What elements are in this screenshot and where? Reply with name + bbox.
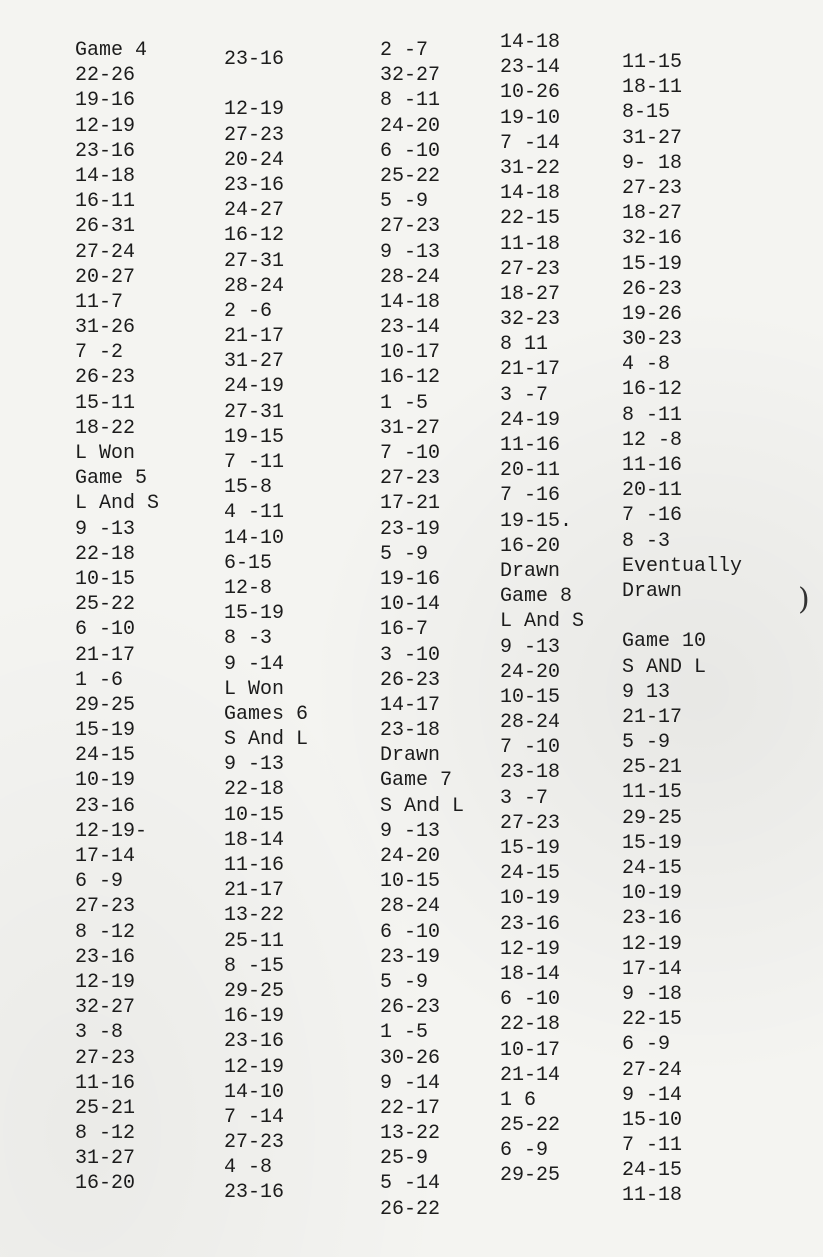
move-line: 23-18	[380, 719, 441, 743]
move-line: 22-26	[75, 64, 136, 88]
move-line: 11-18	[500, 232, 561, 256]
move-line: 6 -10	[380, 920, 441, 944]
move-line: 32-27	[75, 996, 136, 1020]
move-line: 16-20	[500, 534, 561, 558]
move-line: 31-27	[75, 1147, 136, 1171]
move-line	[224, 72, 308, 97]
move-line: 26-31	[75, 215, 136, 239]
move-line: 19-15	[224, 425, 285, 449]
move-line: 25-21	[622, 756, 683, 780]
move-line: 24-20	[380, 845, 441, 868]
move-line: 7 -11	[224, 451, 285, 474]
move-line: 27-23	[224, 123, 285, 147]
move-line: 25-22	[380, 164, 441, 188]
move-line: 15-11	[75, 391, 136, 415]
move-line: 23-14	[500, 56, 561, 80]
move-line: 32-23	[500, 308, 561, 332]
move-line: 31-27	[224, 350, 285, 374]
move-line: 12-19	[75, 970, 136, 994]
move-line: 20-11	[500, 459, 561, 483]
move-line: Drawn	[500, 559, 561, 583]
move-line: 7 -14	[224, 1105, 285, 1129]
move-line: 8 -3	[224, 627, 273, 651]
move-line: 24-19	[224, 375, 285, 399]
move-line: S And L	[224, 728, 309, 752]
move-line: 28-24	[224, 274, 285, 298]
move-line: 5 -14	[380, 1172, 441, 1196]
move-line: 10-15	[75, 567, 136, 591]
move-line: 4 -11	[224, 501, 285, 525]
move-line: 9 -14	[380, 1071, 441, 1095]
move-line: 20-11	[622, 479, 683, 503]
move-line: Game 10	[622, 630, 707, 654]
move-line: 19-10	[500, 106, 561, 130]
move-line: 8 11	[500, 333, 549, 357]
move-line: 27-23	[75, 895, 136, 919]
move-line: 24-15	[622, 857, 683, 880]
move-line: 25-22	[500, 1114, 561, 1138]
move-line: 10-19	[75, 769, 136, 793]
move-line: 15-10	[622, 1108, 683, 1132]
move-line: 31-26	[75, 316, 136, 340]
move-line: 19-15.	[500, 509, 573, 533]
move-line: 9 -14	[622, 1083, 683, 1107]
move-line: 14-18	[500, 182, 561, 206]
move-line: 15-19	[224, 602, 285, 626]
move-line: 6 -9	[75, 870, 124, 894]
move-line: 8-15	[622, 101, 671, 125]
move-line: 11-7	[75, 290, 124, 314]
move-line: 27-23	[75, 1046, 136, 1070]
move-line: 23-18	[500, 761, 561, 785]
move-line: 16-19	[224, 1005, 285, 1029]
move-line: 6 -9	[622, 1033, 671, 1057]
move-line: 18-11	[622, 76, 683, 100]
move-line: 1 -5	[380, 1021, 429, 1045]
move-line: 7 -11	[622, 1134, 683, 1158]
move-line: Drawn	[380, 744, 441, 768]
move-line: 22-15	[622, 1008, 683, 1032]
move-line: 16-12	[380, 366, 441, 390]
move-line: 11-18	[622, 1184, 683, 1208]
move-line: 23-16	[75, 945, 136, 969]
margin-bracket-mark: )	[798, 582, 810, 617]
move-line: 27-24	[622, 1058, 683, 1082]
move-line: 8 -3	[622, 529, 671, 553]
move-line: 25-11	[224, 929, 285, 953]
move-line: 30-26	[380, 1046, 441, 1070]
column-1	[75, 38, 159, 1197]
move-line: 28-24	[500, 711, 561, 735]
move-line: L Won	[75, 442, 136, 465]
move-line: 10-15	[224, 803, 285, 827]
move-line: 12-19	[500, 937, 561, 961]
move-line: 23-19	[380, 517, 441, 541]
move-line: 19-16	[75, 89, 136, 113]
move-line: 29-25	[622, 806, 683, 830]
move-line: 11-15	[622, 781, 683, 805]
move-line: 9 -18	[622, 982, 683, 1006]
move-line: 13-22	[380, 1122, 441, 1146]
move-line: Drawn	[622, 579, 683, 603]
move-line: 26-22	[380, 1197, 441, 1221]
move-line: Games 6	[224, 702, 309, 726]
move-line: Game 4	[75, 39, 148, 62]
move-line: 14-18	[380, 290, 441, 314]
move-line: 7 -10	[500, 736, 561, 760]
move-line: 20-27	[75, 265, 136, 289]
move-line: 8 -12	[75, 1122, 136, 1146]
move-line: 24-27	[224, 199, 285, 223]
move-line: 17-21	[380, 492, 441, 516]
move-line: Game 7	[380, 769, 453, 793]
move-line: 23-16	[224, 48, 285, 71]
move-line: 3 -7	[500, 383, 549, 407]
move-line: 27-23	[500, 257, 561, 281]
move-line: 22-18	[500, 1013, 561, 1037]
move-line: 12-19	[224, 1055, 285, 1079]
move-line: 27-24	[75, 240, 136, 264]
move-line: 22-15	[500, 207, 561, 231]
move-line: 9 -13	[500, 635, 561, 659]
move-line: 2 -6	[224, 299, 273, 323]
move-line: 29-25	[75, 693, 136, 717]
move-line: 29-25	[224, 979, 285, 1003]
move-line: 11-15	[622, 51, 683, 74]
move-line: 3 -8	[75, 1021, 124, 1045]
move-line: 21-14	[500, 1063, 561, 1087]
move-line: 31-27	[380, 416, 441, 440]
move-line: 27-23	[622, 176, 683, 200]
column-2	[224, 47, 308, 1206]
move-line: 19-16	[380, 567, 441, 591]
move-line: 27-23	[380, 215, 441, 239]
move-line: 13-22	[224, 904, 285, 928]
move-line: 23-16	[622, 907, 683, 931]
move-line: 21-17	[224, 325, 285, 349]
move-line: 7 -16	[622, 504, 683, 528]
move-line: 26-23	[380, 668, 441, 692]
move-line: 11-16	[75, 1071, 136, 1095]
move-line: 23-16	[75, 139, 136, 163]
move-line: 17-14	[75, 845, 136, 868]
move-line: 14-18	[75, 164, 136, 188]
move-line: 27-31	[224, 249, 285, 273]
move-line: 15-19	[622, 252, 683, 276]
move-line: 7 -14	[500, 131, 561, 155]
move-line: 23-19	[380, 945, 441, 969]
move-line: 7 -2	[75, 341, 124, 365]
move-line: 21-17	[500, 358, 561, 382]
move-line: Game 8	[500, 585, 573, 609]
move-line: 5 -9	[380, 970, 429, 994]
move-line: 26-23	[622, 277, 683, 301]
move-line: 23-16	[224, 1030, 285, 1054]
move-line: 27-31	[224, 400, 285, 424]
move-line: 8 -11	[380, 89, 441, 113]
move-line: 11-16	[622, 454, 683, 477]
move-line: 4 -8	[224, 1156, 273, 1180]
move-line: L And S	[500, 610, 585, 634]
move-line: 24-19	[500, 408, 561, 432]
move-line: L Won	[224, 677, 285, 701]
move-line: 1 6	[500, 1088, 537, 1112]
move-line: 18-22	[75, 416, 136, 440]
move-line: 23-14	[380, 316, 441, 340]
move-line: 14-18	[500, 31, 561, 54]
move-line: 24-15	[75, 744, 136, 768]
move-line: 18-14	[500, 962, 561, 986]
move-line: 9 -14	[224, 652, 285, 676]
move-line: 30-23	[622, 328, 683, 352]
move-line: 7 -16	[500, 484, 561, 508]
move-line: 12-19	[622, 932, 683, 956]
move-line: 27-23	[500, 811, 561, 835]
move-line: 27-23	[224, 1131, 285, 1155]
move-line: 26-23	[380, 996, 441, 1020]
column-5	[622, 50, 742, 1209]
move-line: Eventually	[622, 554, 743, 578]
move-line: 26-23	[75, 366, 136, 390]
move-line: 9 -13	[224, 753, 285, 777]
move-line: 18-14	[224, 828, 285, 852]
move-line: 6 -10	[75, 618, 136, 642]
move-line: 22-18	[75, 542, 136, 566]
move-line: 10-15	[380, 870, 441, 894]
move-line	[622, 604, 742, 629]
move-line: 16-12	[224, 224, 285, 248]
move-line: 25-21	[75, 1096, 136, 1120]
column-4	[500, 30, 584, 1189]
column-3	[380, 38, 464, 1222]
move-line: 3 -10	[380, 643, 441, 667]
move-line: 9 -13	[380, 240, 441, 264]
move-line: 9 -13	[380, 819, 441, 843]
move-line: 6-15	[224, 551, 273, 575]
move-line: 18-27	[500, 282, 561, 306]
move-line: 3 -7	[500, 786, 549, 810]
move-line: 8 -15	[224, 954, 285, 978]
move-line: 16-11	[75, 190, 136, 214]
move-line: 23-16	[75, 794, 136, 818]
move-line: 21-17	[622, 705, 683, 729]
move-line: 15-19	[500, 837, 561, 860]
move-line: 5 -9	[622, 731, 671, 755]
move-line: 31-27	[622, 126, 683, 150]
move-line: 10-19	[622, 882, 683, 906]
move-line: 12 -8	[622, 428, 683, 452]
move-line: 10-15	[500, 685, 561, 709]
move-line: 29-25	[500, 1164, 561, 1188]
move-line: 32-16	[622, 227, 683, 251]
move-line: 4 -8	[622, 353, 671, 377]
move-line: 23-16	[224, 1181, 285, 1205]
move-line: 15-19	[75, 719, 136, 743]
move-line: S AND L	[622, 655, 707, 679]
move-line: 6 -10	[380, 139, 441, 163]
move-line: 27-23	[380, 467, 441, 491]
move-line: 10-17	[500, 1038, 561, 1062]
move-line: S And L	[380, 794, 465, 818]
move-line: 24-15	[622, 1159, 683, 1183]
move-line: 14-10	[224, 1080, 285, 1104]
move-line: 2 -7	[380, 39, 429, 62]
move-line: 9 13	[622, 680, 671, 704]
move-line: 10-19	[500, 887, 561, 911]
move-line: 12-19-	[75, 819, 148, 843]
move-line: 12-8	[224, 576, 273, 600]
move-line: 12-19	[75, 114, 136, 138]
move-line: 24-20	[500, 660, 561, 684]
move-line: 10-17	[380, 341, 441, 365]
move-line: 8 -12	[75, 920, 136, 944]
move-line: 12-19	[224, 98, 285, 122]
move-line: 6 -9	[500, 1139, 549, 1163]
move-line: 25-22	[75, 593, 136, 617]
move-line: 22-18	[224, 778, 285, 802]
move-line: 5 -9	[380, 542, 429, 566]
move-line: 16-7	[380, 618, 429, 642]
move-line: 16-20	[75, 1172, 136, 1196]
move-line: 8 -11	[622, 403, 683, 427]
move-line: 31-22	[500, 156, 561, 180]
move-line: 9 -13	[75, 517, 136, 541]
move-line: 23-16	[500, 912, 561, 936]
move-line: 16-12	[622, 378, 683, 402]
move-line: Game 5	[75, 467, 148, 491]
move-line: 11-16	[500, 434, 561, 457]
move-line: 23-16	[224, 173, 285, 197]
move-line: 15-19	[622, 831, 683, 855]
move-line: 17-14	[622, 957, 683, 981]
move-line: 5 -9	[380, 190, 429, 214]
move-line: 11-16	[224, 854, 285, 877]
move-line: 28-24	[380, 895, 441, 919]
move-line: 19-26	[622, 302, 683, 326]
move-line: 22-17	[380, 1096, 441, 1120]
move-line: 24-15	[500, 862, 561, 886]
move-line: 15-8	[224, 476, 273, 500]
move-line: 10-14	[380, 593, 441, 617]
move-line: 10-26	[500, 81, 561, 105]
move-line: 6 -10	[500, 988, 561, 1012]
move-line: 21-17	[75, 643, 136, 667]
move-line: 21-17	[224, 879, 285, 903]
move-line: 25-9	[380, 1147, 429, 1171]
move-line: 1 -6	[75, 668, 124, 692]
move-line: 28-24	[380, 265, 441, 289]
move-line: 14-10	[224, 526, 285, 550]
move-line: 24-20	[380, 114, 441, 138]
move-line: 1 -5	[380, 391, 429, 415]
move-line: 7 -10	[380, 442, 441, 465]
move-line: 32-27	[380, 64, 441, 88]
move-line: L And S	[75, 492, 160, 516]
move-line: 20-24	[224, 148, 285, 172]
move-line: 9- 18	[622, 151, 683, 175]
move-line: 14-17	[380, 693, 441, 717]
move-line: 18-27	[622, 202, 683, 226]
